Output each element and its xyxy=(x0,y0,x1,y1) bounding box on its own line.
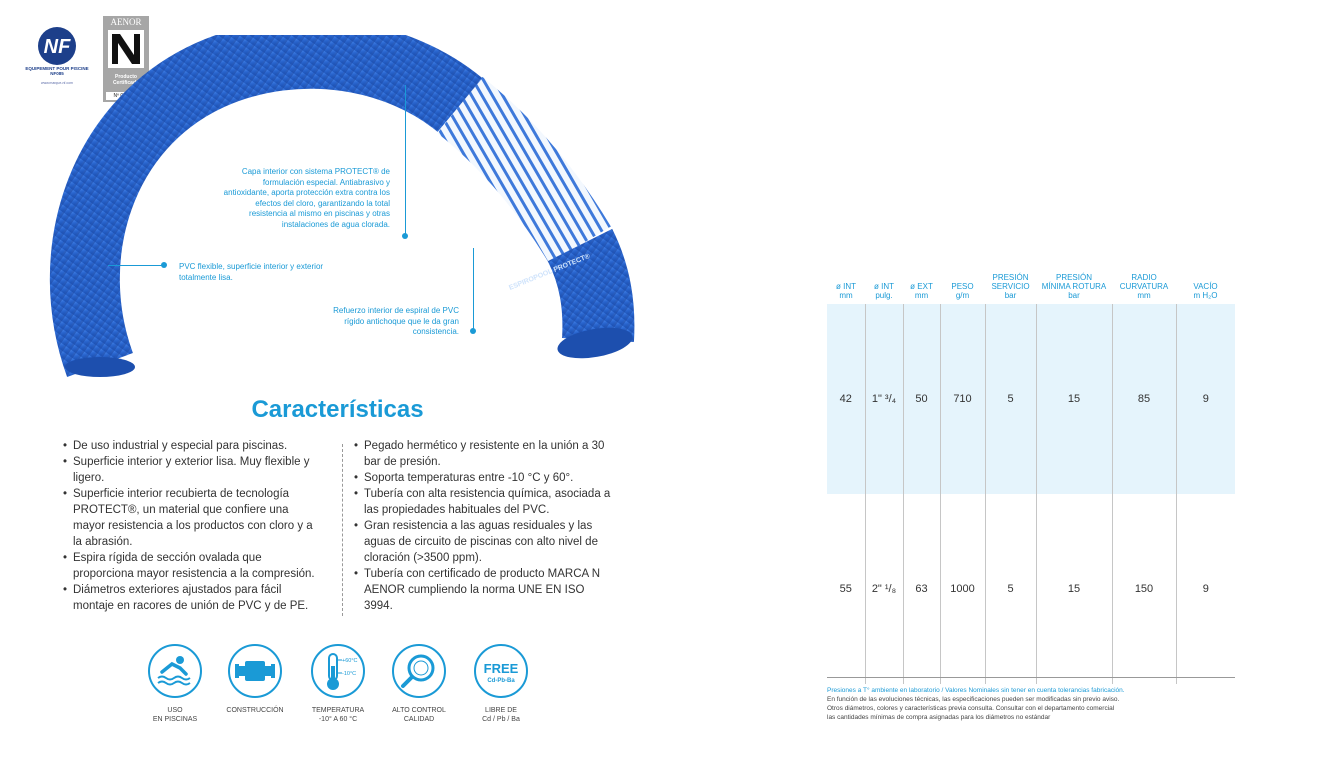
nf-mark: NF xyxy=(43,36,71,58)
table-notes xyxy=(827,686,1235,722)
table-cell: 15 xyxy=(1036,304,1112,494)
note-line: Presiones a T° ambiente en laboratorio / Valores Nominales sin tener en cuenta tolerancias fabricación. xyxy=(827,687,1125,694)
table-cell: 63 xyxy=(903,494,940,684)
feature-item: • Soporta temperaturas entre -10 °C y 60°. xyxy=(354,470,612,486)
table-cell: 9 xyxy=(1176,494,1235,684)
header-vacuum: VACÍO m H₂O xyxy=(1193,282,1218,300)
table-header-row xyxy=(827,262,1235,304)
callout-pvc-flexible: PVC flexible, superficie interior y exterior totalmente lisa. xyxy=(179,262,324,282)
features-divider xyxy=(342,444,343,616)
note-line: Otros diámetros, colores y características previa consulta. Consultar con el departamento comercial xyxy=(827,705,1115,712)
table-cell: 710 xyxy=(940,304,985,494)
header-weight: PESO g/m xyxy=(951,282,974,300)
table-cell: 1" ³/₄ xyxy=(865,304,903,494)
table-cell: 2" ¹/₈ xyxy=(865,494,903,684)
free-badge-small: Cd-Pb-Ba xyxy=(487,678,515,684)
features-title: Características xyxy=(251,396,424,423)
icon-label-1: CONSTRUCCIÓN xyxy=(226,707,284,714)
note-line: las cantidades mínimas de compra asignadas para los diámetros no estándar xyxy=(827,714,1051,721)
nf-caption: EQUIPEMENT POUR PISCINE NF085 xyxy=(25,66,89,76)
free-badge-icon xyxy=(474,644,528,698)
feature-item: • Espira rígida de sección ovalada que proporciona mayor resistencia a la compresión. xyxy=(63,550,321,582)
aenor-number: Nº 001/259 xyxy=(106,92,146,100)
features-right-column xyxy=(354,438,612,614)
icon-label-2: EN PISCINAS xyxy=(152,716,198,723)
table-cell: 5 xyxy=(985,304,1036,494)
callout-reinforcement-line xyxy=(473,248,474,331)
icon-temperature xyxy=(293,644,383,724)
thermometer-icon xyxy=(311,644,365,698)
icon-label-2: Cd / Pb / Ba xyxy=(482,716,520,723)
table-row xyxy=(827,304,1235,494)
callout-inner-layer-dot xyxy=(402,233,408,239)
feature-item: • Superficie interior recubierta de tecnología PROTECT®, un material que confiere una mayor resistencia a los productos con cloro y a la abrasión. xyxy=(63,486,321,550)
icon-label-2: -10° A 60 °C xyxy=(318,716,358,723)
table-cell: 85 xyxy=(1112,304,1176,494)
callout-pvc-dot xyxy=(161,262,167,268)
icon-label-1: USO xyxy=(167,707,183,714)
table-cell: 42 xyxy=(827,304,865,494)
aenor-cert: Producto Certificado xyxy=(112,74,140,86)
feature-item: • Gran resistencia a las aguas residuales y las aguas de circuito de piscinas con alto nivel de cloración (>3500 ppm). xyxy=(354,518,612,566)
header-bend-radius: RADIO CURVATURA mm xyxy=(1119,273,1169,300)
table-row xyxy=(827,494,1235,684)
table-cell: 1000 xyxy=(940,494,985,684)
feature-item: • De uso industrial y especial para piscinas. xyxy=(63,438,321,454)
callout-reinforcement: Refuerzo interior de espiral de PVC rígido antichoque que le da gran consistencia. xyxy=(333,306,459,336)
header-ext-mm: ø EXT mm xyxy=(910,282,933,300)
feature-item: • Diámetros exteriores ajustados para fácil montaje en racores de unión de PVC y de PE. xyxy=(63,582,321,614)
aenor-brand: AENOR xyxy=(110,17,142,27)
feature-item: • Pegado hermético y resistente en la unión a 30 bar de presión. xyxy=(354,438,612,470)
hose-print: ESPIROPOOL PROTECT® xyxy=(508,252,592,292)
table-cell: 55 xyxy=(839,583,852,595)
temp-high: +60°C xyxy=(342,658,358,664)
header-int-inch: ø INT pulg. xyxy=(874,282,894,300)
table-bottom-rule xyxy=(827,677,1235,678)
callout-reinforcement-dot xyxy=(470,328,476,334)
table-cell: 150 xyxy=(1112,494,1176,684)
swimmer-icon xyxy=(148,644,202,698)
icon-use-pools xyxy=(130,644,220,724)
table-cell: 5 xyxy=(985,494,1036,684)
header-burst-pressure: PRESIÓN MÍNIMA ROTURA bar xyxy=(1041,273,1107,300)
table-cell: 9 xyxy=(1176,304,1235,494)
feature-item: • Superficie interior y exterior lisa. Muy flexible y ligero. xyxy=(63,454,321,486)
icon-free-metals xyxy=(456,644,546,724)
note-line: En función de las evoluciones técnicas, las especificaciones pueden ser modificadas sin previo aviso. xyxy=(827,696,1120,703)
specs-table xyxy=(827,262,1235,684)
features-left-column xyxy=(63,438,321,614)
callout-pvc-line xyxy=(108,265,163,266)
icon-construction xyxy=(210,644,300,715)
callout-inner-layer-line xyxy=(405,85,406,237)
magnifier-icon xyxy=(392,644,446,698)
free-badge-big: FREE xyxy=(483,661,519,676)
icon-label-1: ALTO CONTROL xyxy=(392,707,446,714)
feature-item: • Tubería con alta resistencia química, asociada a las propiedades habituales del PVC. xyxy=(354,486,612,518)
icon-quality xyxy=(374,644,464,724)
callout-inner-layer: Capa interior con sistema PROTECT® de formulación especial. Antiabrasivo y antioxidante, aporta protección extra contra los efectos del cloro, garantizando la total resistencia al mismo en piscinas y otras instalaciones de agua clorada. xyxy=(223,167,390,229)
feature-item: • Tubería con certificado de producto MARCA N AENOR cumpliendo la norma UNE EN ISO 3994. xyxy=(354,566,612,614)
temp-low: -10°C xyxy=(342,671,357,677)
header-service-pressure: PRESIÓN SERVICIO bar xyxy=(991,273,1030,300)
table-cell: 50 xyxy=(903,304,940,494)
icon-label-2: CALIDAD xyxy=(403,716,435,723)
header-int-mm: ø INT mm xyxy=(836,282,856,300)
icon-label-1: LIBRE DE xyxy=(485,707,517,714)
pipe-fitting-icon xyxy=(228,644,282,698)
table-cell: 15 xyxy=(1036,494,1112,684)
nf-url: www.marque-nf.com xyxy=(41,81,73,85)
icon-label-1: TEMPERATURA xyxy=(311,707,365,714)
